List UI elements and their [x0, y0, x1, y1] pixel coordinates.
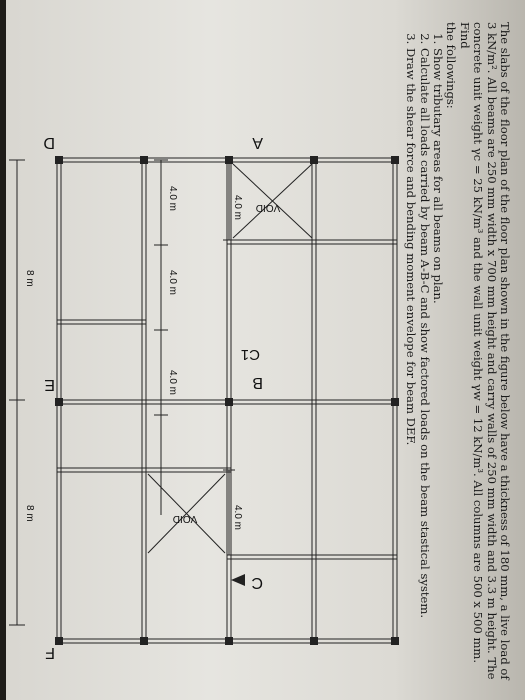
dim-top-2: 4.0 m	[167, 270, 178, 296]
grid-label-A: A	[252, 134, 263, 151]
void-left	[233, 164, 312, 238]
intro-line-1: The slabs of the floor plan of the floor plan shown in the figure below have a thickness of 180 mm, a live load of	[498, 22, 512, 680]
dim-top-1: 4.0 m	[167, 186, 178, 212]
grid-label-D: D	[43, 134, 55, 151]
top-dimension-line	[154, 160, 168, 515]
intro-line-2: 3 kN/m². All beams are 250 mm width x 700 mm height and carry walls of 250 mm width and 3.3 m height. The	[484, 22, 499, 680]
grid-label-B: B	[252, 374, 263, 391]
task-1: 1. Show tributary areas for all beams on plan.	[431, 48, 444, 682]
intro-line-3: concrete unit weight γc = 25 kN/m³ and the wall unit weight γw = 12 kN/m³. All columns are 500 x 500 mm. Find	[457, 22, 486, 664]
dim-void-left: 4.0 m	[232, 195, 243, 221]
intro-line-4: the followings:	[444, 22, 459, 109]
dim-top-3: 4.0 m	[167, 370, 178, 396]
task-2: 2. Calculate all loads carried by beam A-B-C and show factored loads on the beam stastical system.	[417, 48, 430, 682]
void-label-left: VOID	[255, 202, 281, 213]
grid-label-E: E	[44, 376, 55, 393]
dim-bottom-2: 8 m	[24, 505, 35, 522]
task-3: 3. Draw the shear force and bending moment envelope for beam DEF.	[404, 48, 417, 682]
bottom-dimension-line	[9, 160, 25, 625]
void-label-right: VOID	[172, 513, 198, 524]
dim-bottom-1: 8 m	[24, 270, 35, 287]
grid-label-C: C	[251, 574, 263, 591]
column-tag-C1: C1	[240, 346, 260, 363]
arrow-icon	[231, 574, 245, 586]
dim-void-right: 4.0 m	[232, 505, 243, 531]
grid-label-F: F	[45, 644, 55, 661]
